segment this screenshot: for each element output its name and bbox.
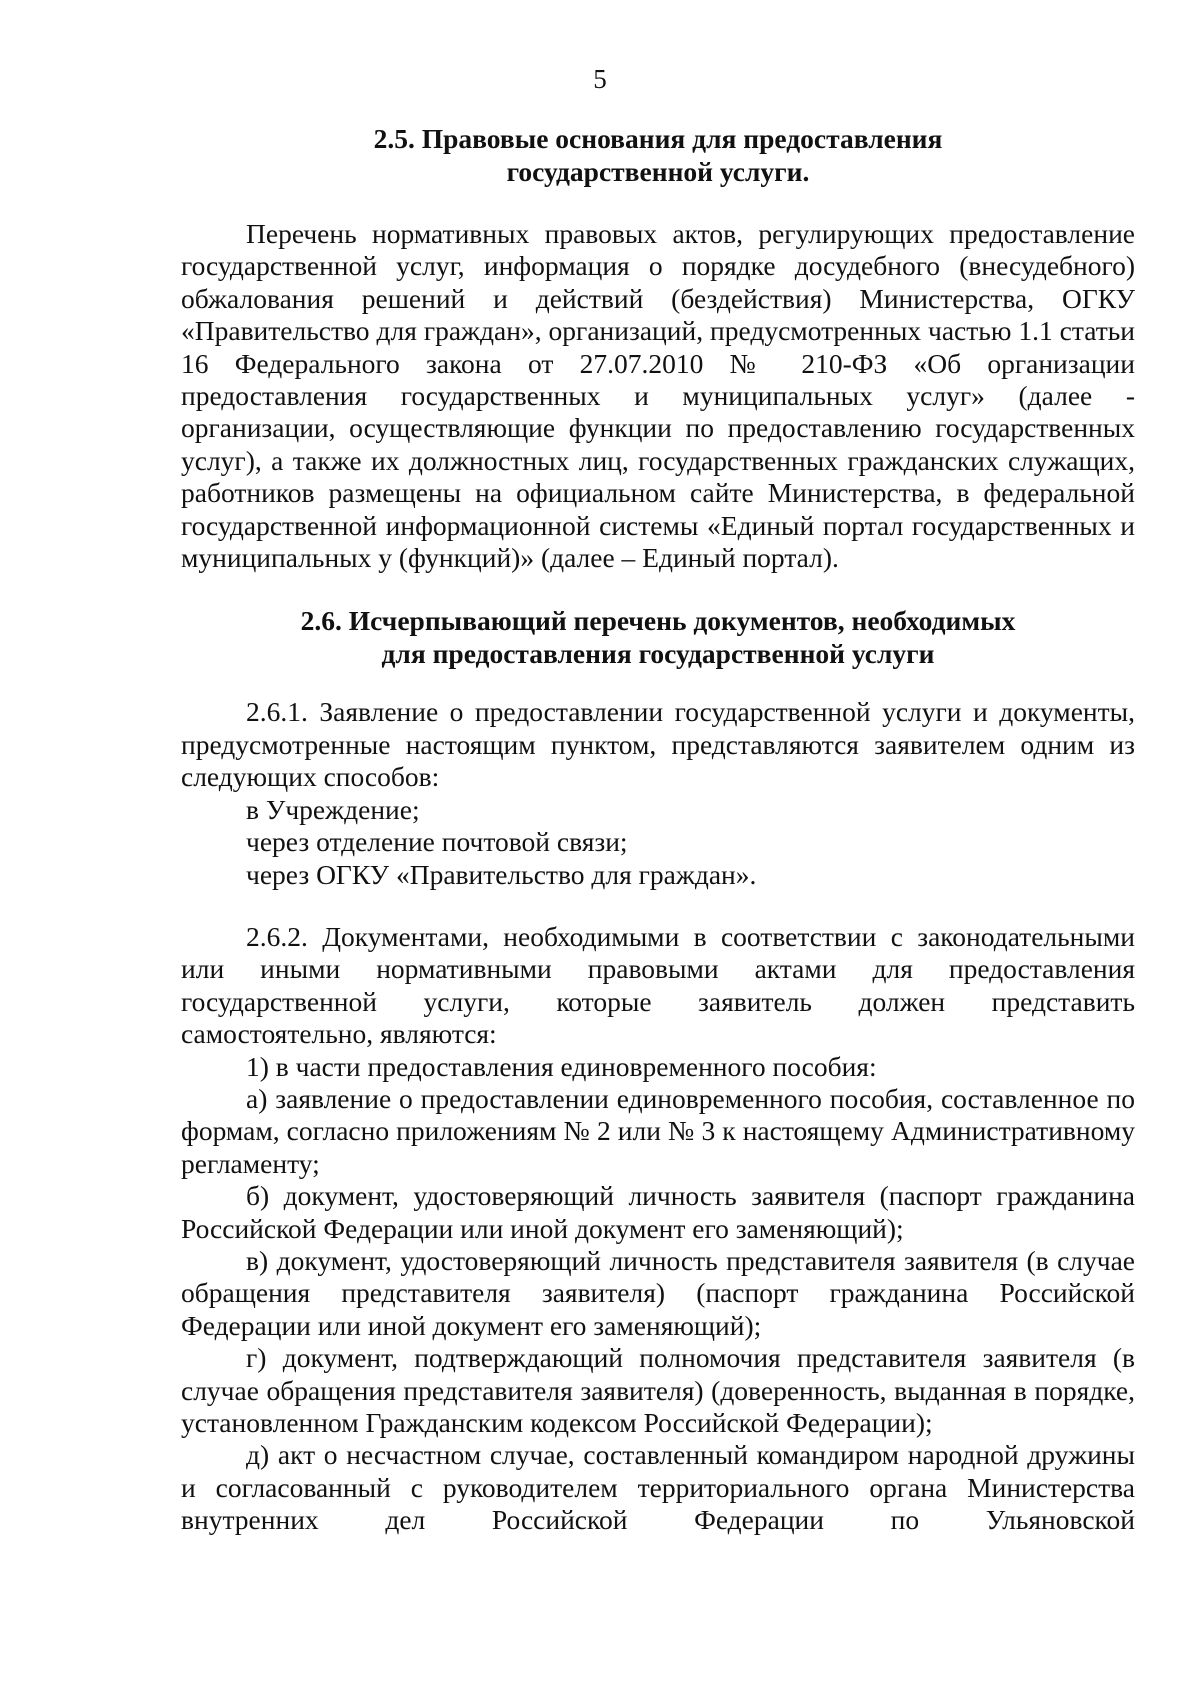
section-2-5-paragraph: Перечень нормативных правовых актов, регулирующих предоставление государственной услуг, информация о порядке досудебного (внесудебного) обжалования решений и действий (бездействия) Министерства, ОГКУ «Правительство для граждан», организаций, предусмотренных частью 1.1 статьи 16 Федерального закона от 27.07.2010 № 210-ФЗ «Об организации предоставления государственных и муниципальных услуг» (далее - организации, осуществляющие функции по предоставлению государственных услуг), а также их должностных лиц, государственных гражданских служащих, работников размещены на официальном сайте Министерства, в федеральной государственной информационной системы «Единый портал государственных и муниципальных у (функций)» (далее – Единый портал). <box>181 218 1135 574</box>
section-2-5-heading <box>181 122 1135 188</box>
paragraph-2-6-2: 2.6.2. Документами, необходимыми в соответствии с законодательными или иными нормативными правовыми актами для предоставления государственной услуги, которые заявитель должен представить самостоятельно, являются: <box>181 920 1135 1050</box>
section-2-5-heading-line1: 2.5. Правовые основания для предоставления <box>373 123 943 154</box>
paragraph-2-6-1: 2.6.1. Заявление о предоставлении государственной услуги и документы, предусмотренные настоящим пунктом, представляются заявителем одним из следующих способов: <box>181 696 1135 793</box>
document-body <box>181 122 1135 1537</box>
submission-way-ogku: через ОГКУ «Правительство для граждан». <box>246 858 757 890</box>
spacer <box>181 670 1135 696</box>
spacer <box>181 574 1135 604</box>
section-2-5-heading-line2: государственной услуги. <box>506 156 810 187</box>
list-item-d: д) акт о несчастном случае, составленный командиром народной дружины и согласованный с руководителем территориального органа Министерства внутренних дел Российской Федерации по Ульяновской <box>181 1439 1135 1536</box>
list-item-g: г) документ, подтверждающий полномочия представителя заявителя (в случае обращения представителя заявителя) (доверенность, выданная в порядке, установленном Гражданским кодексом Российской Федерации); <box>181 1342 1135 1438</box>
list-item-1: 1) в части предоставления единовременного пособия: <box>246 1050 877 1082</box>
section-2-6-heading-line2: для предоставления государственной услуги <box>381 638 935 670</box>
spacer <box>181 188 1135 218</box>
submission-way-institution: в Учреждение; <box>246 793 420 825</box>
submission-way-post: через отделение почтовой связи; <box>246 826 628 858</box>
section-2-6-heading <box>181 604 1135 670</box>
section-2-6-heading-line1: 2.6. Исчерпывающий перечень документов, необходимых <box>300 605 1016 637</box>
page-number: 5 <box>593 64 607 94</box>
list-item-b: б) документ, удостоверяющий личность заявителя (паспорт гражданина Российской Федерации или иной документ его заменяющий); <box>181 1180 1135 1244</box>
list-item-v: в) документ, удостоверяющий личность представителя заявителя (в случае обращения представителя заявителя) (паспорт гражданина Российской Федерации или иной документ его заменяющий); <box>181 1244 1135 1341</box>
spacer <box>181 891 1135 921</box>
list-item-a: а) заявление о предоставлении единовременного пособия, составленное по формам, согласно приложениям № 2 или № 3 к настоящему Административному регламенту; <box>181 1082 1135 1179</box>
